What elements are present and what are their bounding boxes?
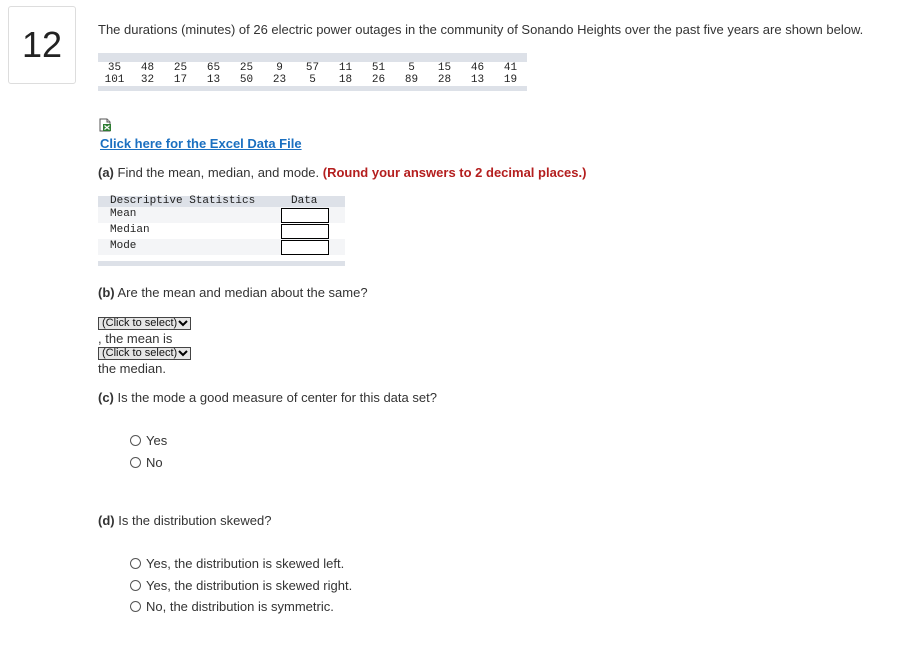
radio-button[interactable] [130, 580, 141, 591]
stats-header-label: Descriptive Statistics [110, 195, 256, 207]
radio-button[interactable] [130, 558, 141, 569]
data-cell: 41 [503, 62, 518, 74]
mean-row [98, 207, 345, 223]
radio-button[interactable] [130, 601, 141, 612]
data-cell: 48 [140, 62, 155, 74]
option-label: No, the distribution is symmetric. [146, 599, 334, 614]
option-label: Yes, the distribution is skewed left. [146, 556, 345, 571]
part-b-text: Are the mean and median about the same? [117, 285, 368, 300]
radio-option-skewed-right[interactable] [130, 578, 352, 593]
part-a-question [98, 165, 586, 180]
part-c-text: Is the mode a good measure of center for this data set? [117, 390, 437, 405]
excel-data-file-link[interactable]: Click here for the Excel Data File [100, 136, 302, 151]
data-cell: 57 [305, 62, 320, 74]
option-label: Yes, the distribution is skewed right. [146, 578, 353, 593]
radio-option-yes[interactable] [130, 433, 167, 448]
median-row [98, 223, 345, 239]
radio-option-symmetric[interactable] [130, 599, 334, 614]
descriptive-statistics-table [98, 196, 345, 266]
option-label: No [146, 455, 163, 470]
data-row-2 [98, 74, 527, 86]
part-b-question [98, 285, 368, 300]
stats-header [98, 196, 345, 207]
excel-file-icon[interactable] [98, 118, 112, 132]
data-cell: 17 [173, 74, 188, 86]
part-c-label: (c) [98, 390, 114, 405]
question-prompt: The durations (minutes) of 26 electric power outages in the community of Sonando Heights over the past five years are shown below. [98, 22, 864, 37]
stats-header-data: Data [291, 195, 318, 207]
data-cell: 5 [309, 74, 316, 86]
median-label: Median [110, 224, 150, 236]
part-d-question [98, 513, 271, 528]
comparison-select-2[interactable] [98, 347, 191, 360]
comparison-select-1[interactable] [98, 317, 191, 330]
data-cell: 25 [239, 62, 254, 74]
data-cell: 5 [408, 62, 415, 74]
data-cell: 18 [338, 74, 353, 86]
chevron-down-icon [178, 318, 188, 331]
data-cell: 46 [470, 62, 485, 74]
data-cell: 51 [371, 62, 386, 74]
part-d-text: Is the distribution skewed? [118, 513, 272, 528]
data-cell: 9 [276, 62, 283, 74]
mode-input[interactable] [281, 240, 329, 255]
part-b-label: (b) [98, 285, 115, 300]
question-number: 12 [8, 6, 76, 84]
data-cell: 23 [272, 74, 287, 86]
mean-input[interactable] [281, 208, 329, 223]
radio-button[interactable] [130, 435, 141, 446]
data-cell: 11 [338, 62, 353, 74]
mode-row [98, 239, 345, 255]
data-cell: 101 [104, 74, 125, 86]
radio-option-no[interactable] [130, 455, 163, 470]
data-cell: 35 [107, 62, 122, 74]
select-1-value: (Click to select) [102, 317, 178, 329]
data-cell: 50 [239, 74, 254, 86]
data-table [98, 53, 527, 91]
part-a-label: (a) [98, 165, 114, 180]
radio-option-skewed-left[interactable] [130, 556, 344, 571]
the-median-text: the median. [98, 361, 166, 376]
mean-is-text: , the mean is [98, 331, 173, 346]
data-row-1 [98, 62, 527, 74]
part-d-label: (d) [98, 513, 115, 528]
part-a-text: Find the mean, median, and mode. [117, 165, 320, 180]
mean-label: Mean [110, 208, 137, 220]
option-label: Yes [146, 433, 168, 448]
median-input[interactable] [281, 224, 329, 239]
data-cell: 19 [503, 74, 518, 86]
data-cell: 13 [206, 74, 221, 86]
data-cell: 26 [371, 74, 386, 86]
mode-label: Mode [110, 240, 137, 252]
part-c-question [98, 390, 437, 405]
data-cell: 13 [470, 74, 485, 86]
data-cell: 32 [140, 74, 155, 86]
data-cell: 25 [173, 62, 188, 74]
select-2-value: (Click to select) [102, 347, 178, 359]
chevron-down-icon [178, 348, 188, 361]
radio-button[interactable] [130, 457, 141, 468]
rounding-note: (Round your answers to 2 decimal places.) [322, 165, 587, 180]
data-cell: 15 [437, 62, 452, 74]
data-cell: 65 [206, 62, 221, 74]
data-cell: 89 [404, 74, 419, 86]
data-cell: 28 [437, 74, 452, 86]
